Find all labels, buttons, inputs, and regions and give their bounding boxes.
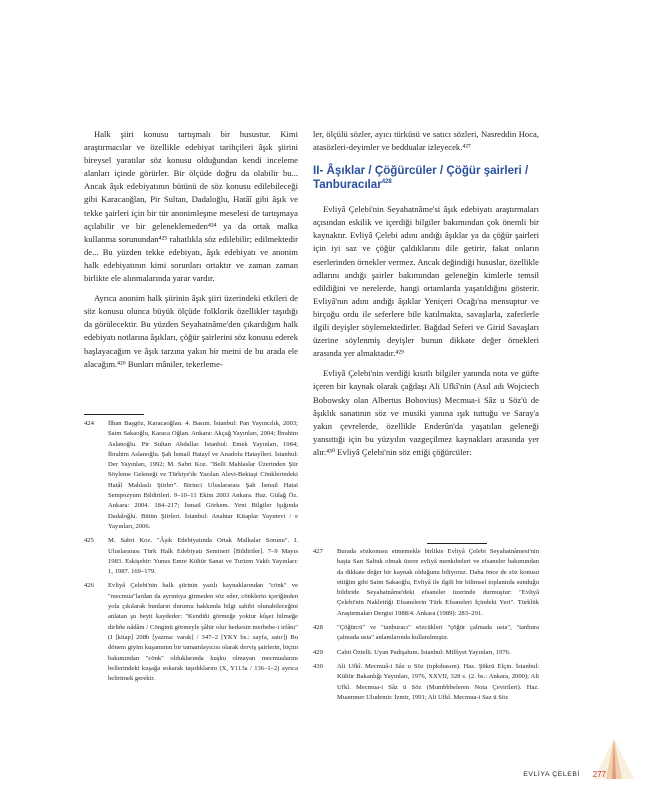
footnote-number: 426 — [84, 582, 94, 590]
section-title: II- Âşıklar / Çöğürcüler / Çöğür şairleri / Tanburacılar — [313, 164, 529, 192]
body-paragraph: Ayrıca anonim halk şiirinin âşık şiiri üzerindeki etkileri de söz konusu olunca büyük ölçüde folklorik özellikler taşıdığı da görülecektir. Bu yüzden Seyahatnâme'den çıkardığım halk edebiyatı notlarına âşıkları, çöğür şairlerini söz konusu ederek başlayacağım ve âşık tarzına yakın bir metni de bu arada ele alacağım.⁴²⁶ Bunları mâniler, tekerleme- — [84, 293, 298, 369]
footnote-number: 428 — [313, 624, 323, 632]
footnote-number: 430 — [313, 662, 323, 670]
section-footnote-ref: 428 — [381, 179, 392, 186]
footnote — [313, 547, 539, 619]
footnote-text: Ali Ufkî. Mecmuâ-i Sâz u Söz (tıpkıbasım). Haz. Şükrü Elçin. İstanbul: Kültür Bakanlığı Yayınları, 1976, XXVII, 328 s. (2. bs.: Ankara, 2000); Ali Ufkî. Mecmua-i Sâz ü Söz (Mumbbbeleren Nota Çevirileri). Haz. Muammer Uludemir. İzmir, 1991; Ali Ufkî. Mecmua-i Saz ü Söz — [337, 662, 539, 701]
footnote-text: "Çöğürcü" ve "tanburacı" sözcükleri "çöğür çalmada usta", "tanbura çalmada usta" anlamlarında kullanılmıştır. — [337, 624, 539, 642]
footnote-number: 425 — [84, 537, 94, 545]
footnote — [313, 648, 539, 658]
left-column — [84, 128, 298, 378]
section-heading — [313, 164, 539, 192]
footnote — [313, 662, 539, 703]
footnote-text: İlhan Başgöz, Karacaoğlan. 4. Basım. İstanbul: Pan Yayıncılık, 2003; Saim Sakaoğlu, Karaca Oğlan. Ankara: Akçağ Yayınları, 2004; İbrahim Aslanoğlu. Pir Sultan Abdallar. İstanbul: Emek Yayınları, 1984; İbrahim Aslanoğlu. Şah İsmail Hatayî ve Anadolu Hatayîleri. İstanbul: Der Yayınları, 1992; M. Sabri Koz. "Belli Mahlaslar Üzerinden Şiir Söyleme Geleneği ve Türkiye'de Yazılan Alevi-Bektaşi Cönklerindeki Hatâî Mahlaslı Şiirler". Birinci Uluslararası Şah İsmail Hatai Sempozyum Bildirileri. 9–10–11 Ekim 2003 Ankara. Haz. Gülağ Öz. Ankara: 2004. 184–217; İsmail Görkem. Yeni Bilgiler Işığında Dadaloğlu. Bütün Şiirleri. İstanbul: Anahtar Kitaplar Yayınevi / e Yayınları, 2006. — [108, 420, 298, 530]
body-paragraph: Evliyâ Çelebi'nin verdiği kısıtlı bilgiler yanında nota ve güfte içeren bir kaynak olarak çağdaşı Ali Ufkî'nin (Asıl adı Wojciech Bobowsky olan Albertus Bobovius) Mecmua-i Sâz u Söz'ü de âşıklık sanatının söz ve musiki yanına ışık tuttuğu ve Saray'a yakın çevrelerde, özellikle Enderûn'da yaşatılan geleneği yansıttığı için bu yüzyılın vazgeçilmez kaynakları arasında yer alır.⁴³⁰ Evliyâ Çelebi'nin söz ettiği çöğürcüler: — [313, 368, 539, 457]
footnote-divider — [427, 543, 487, 544]
footnote-number: 424 — [84, 420, 94, 427]
body-paragraph: Halk şiiri konusu tartışmalı bir husustur. Kimi araştırmacılar ve özellikle edebiyat tarihçileri âşık şiirini bireysel yaratılar söz konusu olduğundan kendi inceleme alanları içinde görürler. Bir ölçüde doğru da olabilir bu... Ancak âşık edebiyatının bütünü de söz konusu edilebileceği gibi Karacaoğlan, Pir Sultan, Dadaloğlu, Hatâî gibi âşık ve tekke şairleri için bir tür anonimleşme meselesi de tartışmaya açılabilir ve bir geleneklemeden⁴²⁴ ya da ortak malka kullanma sorunundan⁴²⁵ rahatlıkla söz edilebilir; edilmektedir de... Bu yüzden tekke edebiyatı, âşık edebiyatı ve anonim halk edebiyatının kimi sorunları ortaktır ve zaman zaman birlikte ele alınmalarında yarar vardır. — [84, 129, 298, 284]
footnote-divider — [84, 414, 144, 415]
footnote-text: M. Sabri Koz. "Âşık Edebiyatında Ortak Malkalar Sorunu". I. Uluslararası Türk Halk Edebiyatı Semineri [Bildiriler]. 7–9 Mayıs 1983. Eskişehir: Yunus Emre Kültür Sanat ve Turizm Vakfı Yayınları: 1, 1987. 169–179. — [108, 537, 298, 576]
footnote-number: 429 — [313, 648, 323, 656]
footnotes-left — [84, 419, 298, 688]
running-footer-title: EVLİYA ÇELEBİ — [523, 771, 580, 778]
body-paragraph: Evliyâ Çelebi'nin Seyahatnâme'si âşık edebiyatı araştırmaları açısından eskilik ve içerdiği bilgiler bakımından çok önemli bir kaynaktır. Evliyâ Çelebi adını andığı âşıklar ya da çöğür şairleri için iyi saz ve çöğür çaldıklarını dile getirir, fakat onların eserlerinden örnekler vermez. Ancak değindiği hususlar, özellikle adlarını andığı şairler bakımından geleneğin kimlerle temsil edildiğini ve nerelerde, hangi ortamlarda yaşatıldığını gösterir. Evliyâ'nın adını andığı âşıklar Yeniçeri Ocağı'na mensuptur ve birçoğu ordu ile seferlere bile katılmakta, savaşlarla, zaferlerle ilgili deyişler söylemektedirler. Bağdad Seferi ve Girid Savaşları üzerine söylenmiş deyişler bunun dikkate değer örnekleri arasında yer almaktadır.⁴²⁹ — [313, 204, 539, 359]
footnote-number: 427 — [313, 548, 323, 555]
footnote-text: Cahit Öztelli. Uyan Padişahım. İstanbul: Milliyet Yayınları, 1976. — [337, 648, 511, 656]
right-column — [313, 128, 539, 466]
page-number: 277 — [592, 770, 606, 779]
footnote-text: Evliyâ Çelebi'nin halk şiirinin yazılı kaynaklarından "cönk" ve "mecmua"lardan da ayrıntıya girmeden söz eder, cönklerin içeriğinden yola çıkılarak bunların durumu hakkında bilgi sahibi olunabileceğini anlatan şu beyti kaydeder: "Kendiñi görmeğe yoktur kûşet bilmeğe dirliñe nâdânı / Cönginü görmeyle şâhir olur herkesin merbebe-i irfânı" (I [kitap] 208b [yazma: varak] / 347–2 [YKY bs.: sayfa, satır]) Bu dönem giyim kuşamının bir tamamlayıcısı olarak derviş şairlerin, biçim bakımından "cönk" olduklarında kuşku olmayan mecmualarını bellerindeki kuşağa sokarak taşıdıklarını (X, Y113a / 136–1–2) ayrıca belirtmek gerekir. — [108, 582, 298, 683]
footnote — [313, 623, 539, 644]
footnote — [84, 581, 298, 684]
footnote — [84, 419, 298, 532]
footnotes-right — [313, 547, 539, 707]
footnote — [84, 536, 298, 577]
body-paragraph-continued: ler, ölçülü sözler, ayıcı türküsü ve satıcı sözleri, Nasreddin Hoca, atasözleri-deyimler ve beddualar izleyecek.⁴²⁷ — [313, 129, 539, 153]
footnote-text: Burada sözkonusu etmemekle birlikte Evliyâ Çelebi Seyahatnâmesi'nin başta Sarı Saltuk olmak üzere evliyâ menkıbeleri ve efsaneler bakımından da dikkate değer bir kaynak olduğunu biliyoruz. Daha önce de söz konusu ettiğim gibi Saim Sakaoğlu, Evliyâ ile ilgili bir bilimsel toplantıda sunduğu bildiride Seyahatnâme'deki efsaneler üzerinde durmuştur: "Evliyâ Çelebi'nin Nakletti̇ği Efsanelerin Türk Efsaneleri İçindeki Yeri". Türklük Araştırmaları Dergisi 1988/4. Ankara (1989): 283–291. — [337, 548, 539, 617]
